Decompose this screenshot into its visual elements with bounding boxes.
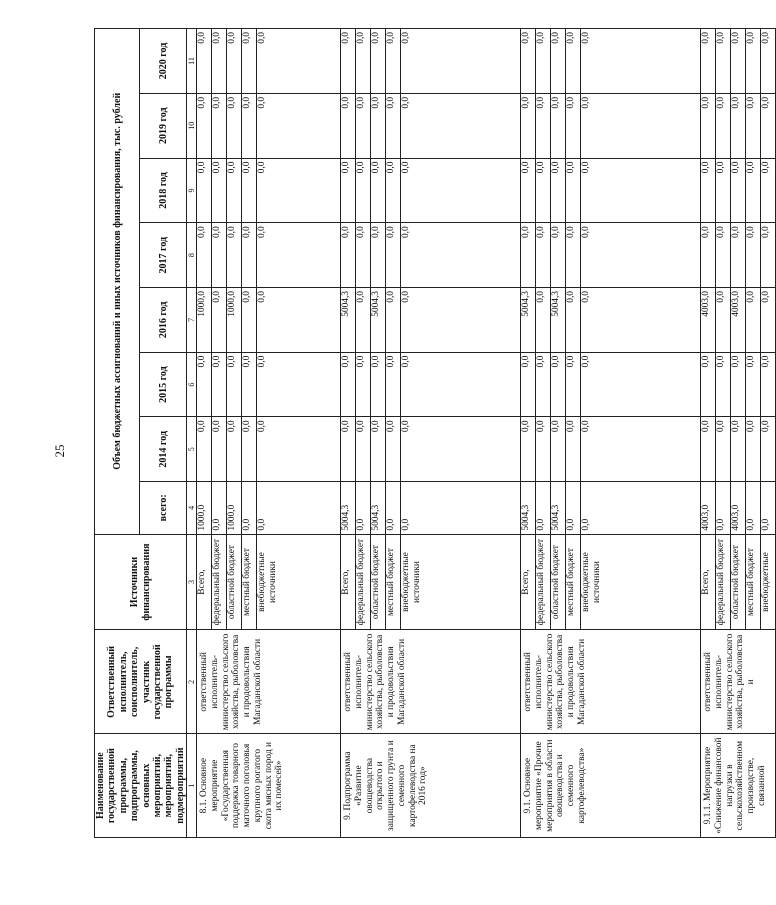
total-value: 0,0	[242, 482, 257, 534]
funding-source: внебюджетные источники	[401, 534, 521, 630]
year-value: 0,0	[257, 417, 341, 482]
year-value: 5004,3	[371, 288, 386, 353]
year-value: 0,0	[731, 352, 746, 417]
year-value: 0,0	[701, 417, 716, 482]
year-value: 0,0	[212, 29, 227, 94]
year-value: 0,0	[566, 93, 581, 158]
year-value: 0,0	[566, 288, 581, 353]
year-value: 0,0	[746, 352, 761, 417]
year-value: 0,0	[731, 417, 746, 482]
activity-name: 8.1. Основное мероприятие «Государственная поддержка товарного маточного поголовья крупного рогатого скота мясных пород и их помесей»	[197, 734, 341, 838]
year-value: 0,0	[386, 93, 401, 158]
total-value: 0,0	[257, 482, 341, 534]
year-value: 0,0	[551, 29, 566, 94]
year-value: 0,0	[761, 223, 776, 288]
year-value: 0,0	[746, 29, 761, 94]
year-value: 0,0	[566, 158, 581, 223]
year-value: 0,0	[536, 417, 551, 482]
column-index: 2	[187, 630, 197, 734]
year-value: 0,0	[227, 158, 242, 223]
column-index-row	[187, 29, 197, 838]
year-value: 0,0	[341, 29, 356, 94]
year-value: 0,0	[701, 352, 716, 417]
year-value: 0,0	[197, 158, 212, 223]
year-value: 0,0	[521, 29, 536, 94]
total-value: 0,0	[761, 482, 776, 534]
activity-name: 9.1.1. Мероприятие «Снижение финансовой нагрузки в сельскохозяйственном производстве, связанной	[701, 734, 776, 838]
year-value: 0,0	[716, 352, 731, 417]
year-value: 0,0	[212, 417, 227, 482]
year-value: 0,0	[521, 158, 536, 223]
total-value: 0,0	[536, 482, 551, 534]
year-value: 0,0	[401, 352, 521, 417]
year-value: 0,0	[212, 93, 227, 158]
funding-source: Всего,	[521, 534, 536, 630]
year-value: 0,0	[581, 288, 701, 353]
year-value: 0,0	[701, 223, 716, 288]
year-value: 0,0	[566, 223, 581, 288]
column-index: 6	[187, 352, 197, 417]
year-value: 0,0	[242, 93, 257, 158]
year-value: 0,0	[551, 158, 566, 223]
year-value: 0,0	[521, 417, 536, 482]
column-index: 4	[187, 482, 197, 534]
year-value: 0,0	[551, 352, 566, 417]
header-year-2019: 2019 год	[140, 93, 187, 158]
year-value: 0,0	[716, 29, 731, 94]
year-value: 0,0	[197, 352, 212, 417]
year-value: 0,0	[731, 29, 746, 94]
total-value: 0,0	[716, 482, 731, 534]
year-value: 0,0	[227, 352, 242, 417]
header-year-2020: 2020 год	[140, 29, 187, 94]
funding-source: областной бюджет	[227, 534, 242, 630]
year-value: 0,0	[536, 352, 551, 417]
year-value: 0,0	[341, 223, 356, 288]
year-value: 0,0	[521, 352, 536, 417]
year-value: 0,0	[746, 158, 761, 223]
year-value: 0,0	[521, 93, 536, 158]
column-index: 10	[187, 93, 197, 158]
header-year-2017: 2017 год	[140, 223, 187, 288]
total-value: 5004,3	[521, 482, 536, 534]
year-value: 0,0	[761, 158, 776, 223]
year-value: 0,0	[701, 29, 716, 94]
year-value: 5004,3	[551, 288, 566, 353]
year-value: 0,0	[341, 93, 356, 158]
year-value: 0,0	[371, 29, 386, 94]
year-value: 0,0	[242, 288, 257, 353]
year-value: 0,0	[401, 93, 521, 158]
total-value: 0,0	[401, 482, 521, 534]
header-year-2014: 2014 год	[140, 417, 187, 482]
year-value: 0,0	[551, 93, 566, 158]
total-value: 0,0	[566, 482, 581, 534]
funding-source: областной бюджет	[551, 534, 566, 630]
year-value: 0,0	[761, 288, 776, 353]
year-value: 0,0	[386, 158, 401, 223]
year-value: 0,0	[242, 158, 257, 223]
total-value: 0,0	[212, 482, 227, 534]
year-value: 0,0	[257, 93, 341, 158]
year-value: 0,0	[356, 29, 371, 94]
year-value: 5004,3	[521, 288, 536, 353]
year-value: 1000,0	[227, 288, 242, 353]
year-value: 0,0	[197, 417, 212, 482]
year-value: 0,0	[212, 223, 227, 288]
year-value: 0,0	[356, 223, 371, 288]
year-value: 0,0	[401, 158, 521, 223]
year-value: 0,0	[242, 352, 257, 417]
funding-source: областной бюджет	[371, 534, 386, 630]
column-index: 9	[187, 158, 197, 223]
total-value: 0,0	[581, 482, 701, 534]
year-value: 0,0	[716, 417, 731, 482]
funding-source: федеральный бюджет	[716, 534, 731, 630]
column-index: 7	[187, 288, 197, 353]
total-value: 0,0	[746, 482, 761, 534]
funding-source: федеральный бюджет	[536, 534, 551, 630]
year-value: 0,0	[371, 93, 386, 158]
year-value: 0,0	[371, 223, 386, 288]
year-value: 0,0	[227, 93, 242, 158]
header-volume: Объем бюджетных ассигнований и иных источников финансирования, тыс. рублей	[95, 29, 140, 535]
year-value: 5004,3	[341, 288, 356, 353]
year-value: 0,0	[566, 352, 581, 417]
year-value: 0,0	[257, 158, 341, 223]
year-value: 0,0	[386, 417, 401, 482]
year-value: 4003,0	[731, 288, 746, 353]
year-value: 0,0	[536, 29, 551, 94]
total-value: 1000,0	[197, 482, 212, 534]
executor-cell: ответственный исполнитель- министерство сельского хозяйства, рыболовства и продовольствия Магаданской области	[341, 630, 521, 734]
year-value: 0,0	[371, 352, 386, 417]
column-index: 11	[187, 29, 197, 94]
header-total: всего:	[140, 482, 187, 534]
table-row	[341, 29, 356, 838]
year-value: 0,0	[242, 223, 257, 288]
funding-source: Всего,	[341, 534, 356, 630]
year-value: 0,0	[731, 93, 746, 158]
total-value: 5004,3	[341, 482, 356, 534]
column-index: 3	[187, 534, 197, 630]
funding-source: федеральный бюджет	[212, 534, 227, 630]
table-row	[701, 29, 716, 838]
funding-source: местный бюджет	[242, 534, 257, 630]
page-number: 25	[52, 444, 67, 458]
total-value: 5004,3	[371, 482, 386, 534]
year-value: 0,0	[566, 29, 581, 94]
funding-source: внебюджетные	[761, 534, 776, 630]
year-value: 0,0	[746, 417, 761, 482]
year-value: 1000,0	[197, 288, 212, 353]
funding-source: федеральный бюджет	[356, 534, 371, 630]
year-value: 0,0	[341, 417, 356, 482]
year-value: 0,0	[581, 93, 701, 158]
rotated-table-container	[94, 28, 772, 838]
year-value: 0,0	[401, 29, 521, 94]
total-value: 4003,0	[731, 482, 746, 534]
year-value: 0,0	[581, 29, 701, 94]
year-value: 0,0	[197, 29, 212, 94]
header-year-2018: 2018 год	[140, 158, 187, 223]
year-value: 0,0	[356, 288, 371, 353]
funding-source: Всего,	[701, 534, 716, 630]
year-value: 0,0	[701, 93, 716, 158]
total-value: 0,0	[386, 482, 401, 534]
year-value: 0,0	[341, 158, 356, 223]
year-value: 0,0	[371, 158, 386, 223]
year-value: 0,0	[401, 223, 521, 288]
funding-source: местный бюджет	[386, 534, 401, 630]
year-value: 0,0	[257, 29, 341, 94]
year-value: 4003,0	[701, 288, 716, 353]
year-value: 0,0	[581, 417, 701, 482]
year-value: 0,0	[257, 223, 341, 288]
year-value: 0,0	[227, 29, 242, 94]
year-value: 0,0	[731, 223, 746, 288]
total-value: 5004,3	[551, 482, 566, 534]
year-value: 0,0	[536, 93, 551, 158]
year-value: 0,0	[386, 352, 401, 417]
year-value: 0,0	[242, 29, 257, 94]
funding-source: Всего,	[197, 534, 212, 630]
year-value: 0,0	[551, 223, 566, 288]
year-value: 0,0	[212, 158, 227, 223]
year-value: 0,0	[761, 417, 776, 482]
total-value: 0,0	[356, 482, 371, 534]
year-value: 0,0	[257, 288, 341, 353]
year-value: 0,0	[761, 29, 776, 94]
year-value: 0,0	[356, 352, 371, 417]
year-value: 0,0	[731, 158, 746, 223]
year-value: 0,0	[212, 288, 227, 353]
year-value: 0,0	[581, 352, 701, 417]
year-value: 0,0	[521, 223, 536, 288]
year-value: 0,0	[716, 93, 731, 158]
funding-source: местный бюджет	[746, 534, 761, 630]
year-value: 0,0	[761, 352, 776, 417]
year-value: 0,0	[746, 223, 761, 288]
year-value: 0,0	[551, 417, 566, 482]
year-value: 0,0	[746, 93, 761, 158]
year-value: 0,0	[356, 158, 371, 223]
year-value: 0,0	[581, 158, 701, 223]
year-value: 0,0	[566, 417, 581, 482]
header-name: Наименование государственной программы, подпрограммы, основных мероприятий, мероприятий, подмероприятий	[95, 734, 187, 838]
year-value: 0,0	[536, 288, 551, 353]
funding-source: областной бюджет	[731, 534, 746, 630]
header-executor: Ответственный исполнитель, соисполнитель, участник государственной программы	[95, 630, 187, 734]
header-year-2016: 2016 год	[140, 288, 187, 353]
total-value: 4003,0	[701, 482, 716, 534]
year-value: 0,0	[227, 417, 242, 482]
column-index: 5	[187, 417, 197, 482]
year-value: 0,0	[701, 158, 716, 223]
year-value: 0,0	[341, 352, 356, 417]
year-value: 0,0	[386, 29, 401, 94]
year-value: 0,0	[716, 158, 731, 223]
executor-cell: ответственный исполнитель- министерство сельского хозяйства, рыболовства и	[701, 630, 776, 734]
year-value: 0,0	[581, 223, 701, 288]
year-value: 0,0	[227, 223, 242, 288]
year-value: 0,0	[386, 223, 401, 288]
table-row	[521, 29, 536, 838]
funding-source: внебюджетные источники	[257, 534, 341, 630]
year-value: 0,0	[197, 93, 212, 158]
executor-cell: ответственный исполнитель- министерство сельского хозяйства, рыболовства и продовольствия Магаданской области	[521, 630, 701, 734]
year-value: 0,0	[212, 352, 227, 417]
header-source: Источники финансирования	[95, 534, 187, 630]
column-index: 1	[187, 734, 197, 838]
year-value: 0,0	[761, 93, 776, 158]
table-row	[197, 29, 212, 838]
year-value: 0,0	[356, 417, 371, 482]
header-year-2015: 2015 год	[140, 352, 187, 417]
year-value: 0,0	[371, 417, 386, 482]
year-value: 0,0	[242, 417, 257, 482]
funding-source: внебюджетные источники	[581, 534, 701, 630]
year-value: 0,0	[356, 93, 371, 158]
column-index: 8	[187, 223, 197, 288]
year-value: 0,0	[536, 223, 551, 288]
year-value: 0,0	[257, 352, 341, 417]
year-value: 0,0	[197, 223, 212, 288]
activity-name: 9. Подпрограмма «Развитие овощеводства открытого и защищенного грунта и семенного картофелеводства на 2016 год»	[341, 734, 521, 838]
executor-cell: ответственный исполнитель- министерство сельского хозяйства, рыболовства и продовольствия Магаданской области	[197, 630, 341, 734]
year-value: 0,0	[536, 158, 551, 223]
year-value: 0,0	[746, 288, 761, 353]
year-value: 0,0	[716, 288, 731, 353]
activity-name: 9.1. Основное мероприятие «Прочие мероприятия в области овощеводства и семенного картофелеводства»	[521, 734, 701, 838]
funding-source: местный бюджет	[566, 534, 581, 630]
year-value: 0,0	[401, 417, 521, 482]
year-value: 0,0	[716, 223, 731, 288]
total-value: 1000,0	[227, 482, 242, 534]
year-value: 0,0	[386, 288, 401, 353]
year-value: 0,0	[401, 288, 521, 353]
financing-table	[94, 28, 776, 838]
